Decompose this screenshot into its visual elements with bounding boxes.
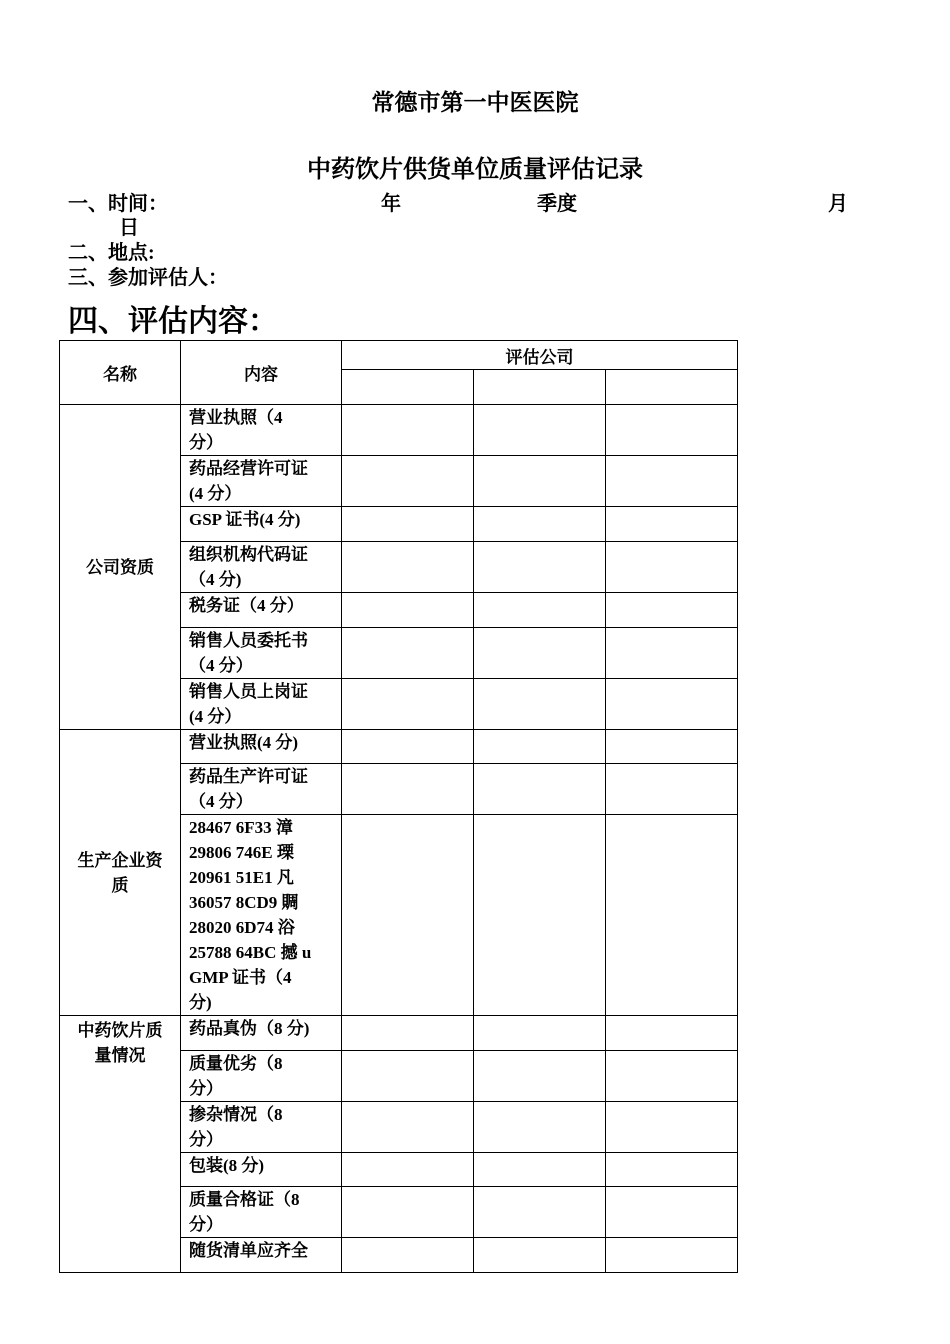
criterion-text-line: 分）	[189, 1130, 223, 1149]
group-name-line: 量情况	[94, 1046, 146, 1065]
score-cell[interactable]	[606, 1187, 738, 1238]
criterion-cell	[181, 1102, 342, 1153]
group-manufacturer-qualification	[60, 730, 181, 1016]
score-cell[interactable]	[474, 593, 606, 628]
score-cell[interactable]	[606, 679, 738, 730]
score-cell[interactable]	[606, 593, 738, 628]
criterion-text-line: 税务证（4 分）	[189, 596, 304, 615]
group-name-line: 中药饮片质	[77, 1021, 163, 1040]
score-cell[interactable]	[342, 730, 474, 764]
criterion-text-line: 28020 6D74 浴	[189, 918, 295, 937]
criterion-text-line: GSP 证书(4 分)	[189, 510, 301, 529]
score-cell[interactable]	[474, 815, 606, 1016]
criterion-text-line: （4 分)	[189, 570, 242, 589]
group-decoction-quality	[60, 1016, 181, 1273]
score-cell[interactable]	[606, 628, 738, 679]
score-cell[interactable]	[606, 1016, 738, 1051]
criterion-text-line: 分）	[189, 1079, 223, 1098]
criterion-text-line: 药品经营许可证	[189, 459, 308, 478]
score-cell[interactable]	[342, 1153, 474, 1187]
header-row	[60, 341, 738, 370]
score-cell[interactable]	[474, 1238, 606, 1273]
company-name-cell[interactable]	[606, 370, 738, 405]
score-cell[interactable]	[606, 1153, 738, 1187]
score-cell[interactable]	[342, 764, 474, 815]
criterion-text-line: （4 分）	[189, 792, 253, 811]
company-name-cell[interactable]	[342, 370, 474, 405]
criterion-text-line: 药品真伪（8 分)	[189, 1019, 310, 1038]
criterion-text-line: 掺杂情况（8	[189, 1105, 283, 1124]
criterion-text-line: 药品生产许可证	[189, 767, 308, 786]
company-name-cell[interactable]	[474, 370, 606, 405]
score-cell[interactable]	[606, 542, 738, 593]
month-label: 月	[828, 193, 848, 215]
score-cell[interactable]	[342, 405, 474, 456]
criterion-text-line: (4 分）	[189, 484, 242, 503]
criterion-cell	[181, 764, 342, 815]
score-cell[interactable]	[342, 628, 474, 679]
criterion-cell	[181, 628, 342, 679]
criterion-cell	[181, 593, 342, 628]
participants-label: 三、参加评估人：	[68, 267, 228, 289]
criterion-cell	[181, 1153, 342, 1187]
score-cell[interactable]	[342, 679, 474, 730]
criterion-cell	[181, 815, 342, 1016]
score-cell[interactable]	[606, 1051, 738, 1102]
score-cell[interactable]	[342, 593, 474, 628]
score-cell[interactable]	[474, 679, 606, 730]
name-column-header: 名称	[60, 341, 181, 405]
year-label: 年	[381, 193, 401, 215]
evaluation-table	[59, 340, 738, 1273]
score-cell[interactable]	[606, 730, 738, 764]
score-cell[interactable]	[606, 507, 738, 542]
criterion-text-line: 组织机构代码证	[189, 545, 308, 564]
score-cell[interactable]	[342, 1016, 474, 1051]
day-label: 日	[119, 217, 139, 239]
criterion-text-line: 29806 746E 瑮	[189, 843, 294, 862]
criterion-cell	[181, 507, 342, 542]
document-title: 中药饮片供货单位质量评估记录	[307, 157, 643, 183]
criterion-cell	[181, 405, 342, 456]
score-cell[interactable]	[606, 405, 738, 456]
criterion-text-line: 营业执照(4 分)	[189, 733, 299, 752]
criterion-cell	[181, 730, 342, 764]
score-cell[interactable]	[474, 507, 606, 542]
score-cell[interactable]	[342, 1102, 474, 1153]
group-name-line: 生产企业资	[77, 850, 163, 870]
criterion-text-line: 销售人员委托书	[189, 631, 308, 650]
criterion-text-line: 包装(8 分)	[189, 1156, 265, 1175]
time-label: 一、时间：	[68, 193, 168, 215]
score-cell[interactable]	[474, 1153, 606, 1187]
criterion-cell	[181, 542, 342, 593]
place-label: 二、地点:	[68, 242, 155, 264]
score-cell[interactable]	[474, 1187, 606, 1238]
score-cell[interactable]	[474, 405, 606, 456]
score-cell[interactable]	[606, 1102, 738, 1153]
criterion-text-line: 分）	[189, 433, 223, 452]
group-company-qualification	[60, 405, 181, 730]
score-cell[interactable]	[342, 507, 474, 542]
score-cell[interactable]	[474, 1051, 606, 1102]
hospital-name: 常德市第一中医医院	[371, 90, 579, 115]
score-cell[interactable]	[606, 764, 738, 815]
score-cell[interactable]	[342, 1238, 474, 1273]
criterion-text-line: GMP 证书（4	[189, 968, 292, 987]
group-name-line: 公司资质	[86, 557, 154, 577]
criterion-text-line: 28467 6F33 漳	[189, 818, 293, 837]
score-cell[interactable]	[474, 764, 606, 815]
group-name-line: 质	[111, 875, 129, 895]
criterion-text-line: 20961 51E1 凡	[189, 868, 294, 887]
score-cell[interactable]	[342, 456, 474, 507]
criterion-cell	[181, 456, 342, 507]
criterion-text-line: （4 分）	[189, 656, 253, 675]
criterion-cell	[181, 679, 342, 730]
score-cell[interactable]	[474, 628, 606, 679]
score-cell[interactable]	[474, 730, 606, 764]
score-cell[interactable]	[474, 456, 606, 507]
criterion-text-line: 质量合格证（8	[189, 1190, 300, 1209]
score-cell[interactable]	[606, 456, 738, 507]
criterion-text-line: 25788 64BC 撼 u	[189, 943, 312, 962]
criterion-cell	[181, 1016, 342, 1051]
criterion-text-line: 随货清单应齐全	[189, 1241, 308, 1260]
score-cell[interactable]	[474, 1016, 606, 1051]
criterion-cell	[181, 1187, 342, 1238]
quarter-label: 季度	[537, 193, 577, 215]
score-cell[interactable]	[606, 1238, 738, 1273]
criterion-text-line: 质量优劣（8	[189, 1054, 283, 1073]
score-cell[interactable]	[342, 815, 474, 1016]
table-row	[60, 1016, 738, 1051]
criterion-text-line: 分）	[189, 1215, 223, 1234]
criterion-text-line: 营业执照（4	[189, 408, 283, 427]
score-cell[interactable]	[342, 542, 474, 593]
score-cell[interactable]	[342, 1187, 474, 1238]
score-cell[interactable]	[474, 542, 606, 593]
criterion-text-line: 销售人员上岗证	[189, 682, 308, 701]
score-cell[interactable]	[606, 815, 738, 1016]
criterion-text-line: (4 分）	[189, 707, 242, 726]
score-cell[interactable]	[342, 1051, 474, 1102]
content-section-heading: 四、评估内容：	[68, 305, 278, 338]
criterion-cell	[181, 1238, 342, 1273]
criterion-text-line: 36057 8CD9 賙	[189, 893, 299, 912]
table-row	[60, 405, 738, 456]
criterion-text-line: 分)	[189, 993, 212, 1012]
content-column-header: 内容	[181, 341, 342, 405]
criterion-cell	[181, 1051, 342, 1102]
companies-column-header: 评估公司	[342, 341, 738, 370]
table-row	[60, 730, 738, 764]
score-cell[interactable]	[474, 1102, 606, 1153]
